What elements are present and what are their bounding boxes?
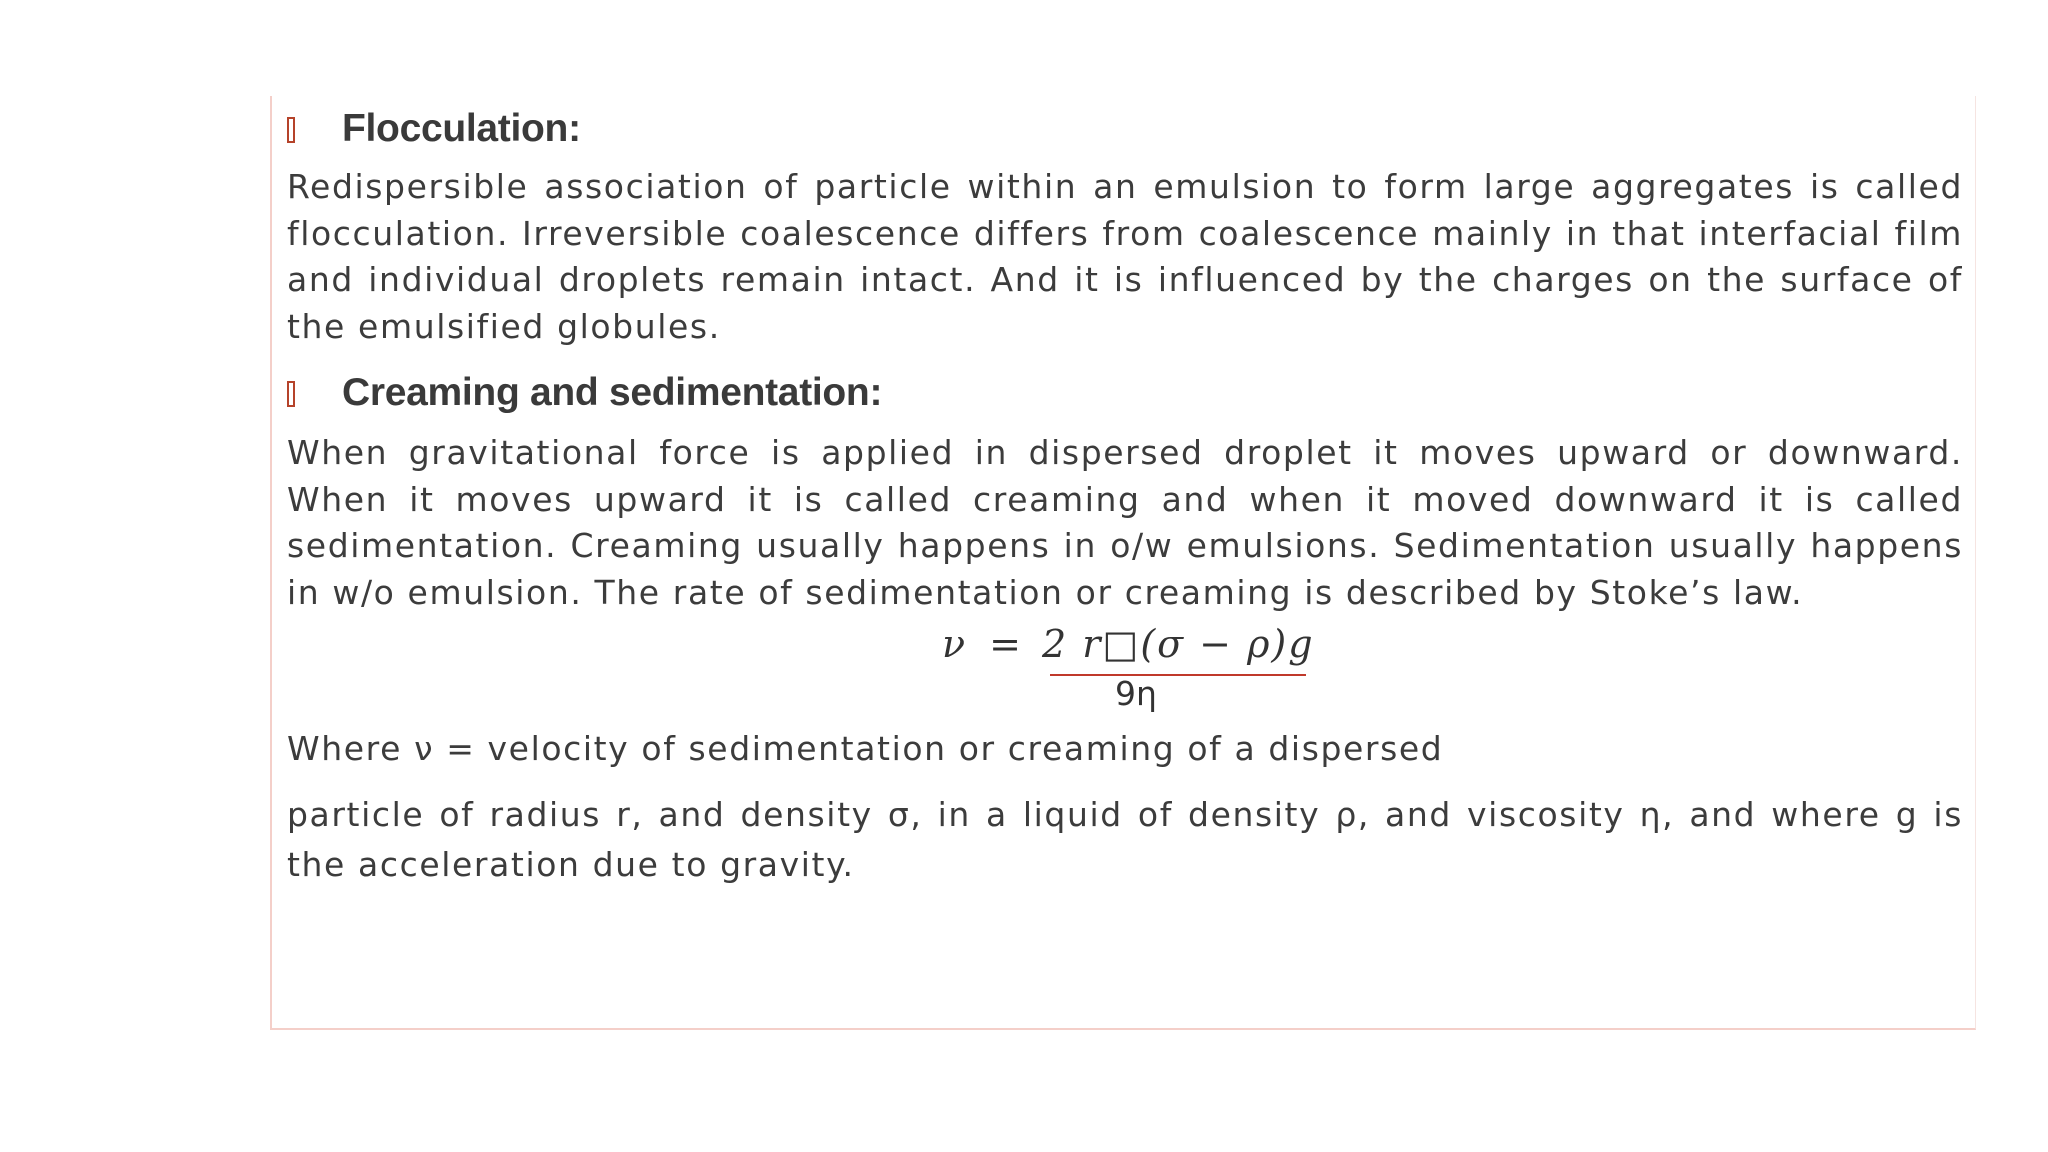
heading-text: Flocculation: <box>342 107 581 150</box>
heading-text: Creaming and sedimentation: <box>342 371 883 414</box>
formula-denominator: 9η <box>1115 674 1157 713</box>
flocculation-paragraph: Redispersible association of particle within an emulsion to form large aggregates is called flocculation. Irreversible coalescence differs from coalescence mainly in that interfacial film and individual droplets remain intact. And it is influenced by the charges on the surface of the emulsified globules. <box>287 167 1963 346</box>
formula-numerator: 2 r□(σ − ρ)g <box>1042 622 1315 666</box>
bullet-icon <box>287 381 295 407</box>
section-heading-creaming <box>287 364 1963 422</box>
section-heading-flocculation <box>287 100 1963 158</box>
bullet-icon <box>287 117 295 143</box>
fraction-line <box>1050 674 1306 676</box>
creaming-paragraph: When gravitational force is applied in dispersed droplet it moves upward or downward. When it moves upward it is called creaming and when it moved downward it is called sedimentation. Creaming usually happens in o/w emulsions. Sedimentation usually happens in w/o emulsion. The rate of sedimentation or creaming is described by Stoke’s law. <box>287 433 1963 612</box>
explanation-paragraph: particle of radius r, and density σ, in a liquid of density ρ, and viscosity η, and where g is the acceleration due to gravity. <box>287 795 1963 884</box>
where-line: Where ν = velocity of sedimentation or creaming of a dispersed <box>287 729 1444 768</box>
formula-lhs: ν = <box>942 622 1028 666</box>
stokes-law-formula <box>287 622 1963 726</box>
slide-content <box>287 100 1963 890</box>
